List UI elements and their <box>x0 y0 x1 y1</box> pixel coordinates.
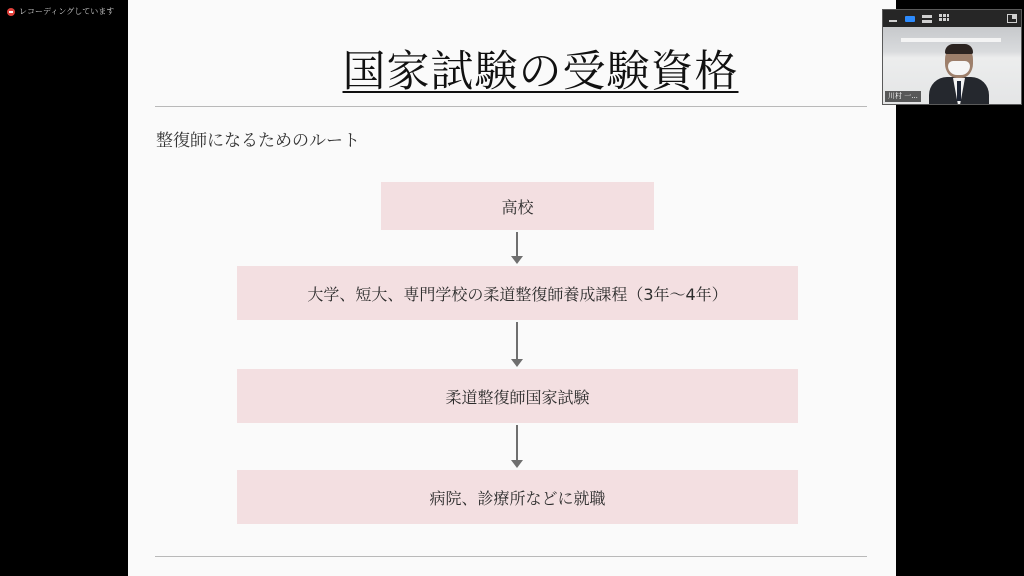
video-tile-toolbar <box>883 10 1021 27</box>
arrow-head <box>511 359 523 367</box>
slide-title <box>128 44 896 100</box>
ceiling-light <box>901 38 1001 42</box>
title-divider <box>155 106 867 107</box>
slide-subtitle: 整復師になるためのルート <box>156 131 360 151</box>
flow-arrow-icon <box>511 322 523 367</box>
arrow-shaft <box>516 425 518 461</box>
shared-slide <box>128 0 896 576</box>
filmstrip-icon[interactable] <box>922 14 932 23</box>
footer-divider <box>155 556 867 557</box>
arrow-head <box>511 256 523 264</box>
participant-avatar <box>929 44 989 104</box>
participant-video-tile[interactable] <box>882 9 1022 105</box>
speaker-view-icon[interactable] <box>905 14 915 23</box>
flow-step-employment: 病院、診療所などに就職 <box>237 470 798 524</box>
expand-icon[interactable] <box>1007 14 1017 23</box>
gallery-view-icon[interactable] <box>939 14 949 23</box>
flow-arrow-icon <box>511 232 523 264</box>
recording-label: レコーディングしています <box>19 7 115 16</box>
arrow-shaft <box>516 322 518 360</box>
participant-video <box>883 27 1021 104</box>
participant-name: 川村 一... <box>885 91 921 102</box>
flow-step-national-exam: 柔道整復師国家試験 <box>237 369 798 423</box>
recording-icon <box>7 8 15 16</box>
flow-step-training-course: 大学、短大、専門学校の柔道整復師養成課程（3年～4年） <box>237 266 798 320</box>
participant-tie <box>957 81 961 101</box>
arrow-shaft <box>516 232 518 257</box>
participant-hair <box>945 44 973 54</box>
minimize-icon[interactable] <box>889 14 897 23</box>
participant-mask <box>948 61 970 75</box>
flow-arrow-icon <box>511 425 523 468</box>
recording-indicator[interactable] <box>7 6 114 18</box>
flow-step-high-school: 高校 <box>381 182 654 230</box>
slide-title-text: 国家試験の受験資格 <box>342 47 739 97</box>
arrow-head <box>511 460 523 468</box>
